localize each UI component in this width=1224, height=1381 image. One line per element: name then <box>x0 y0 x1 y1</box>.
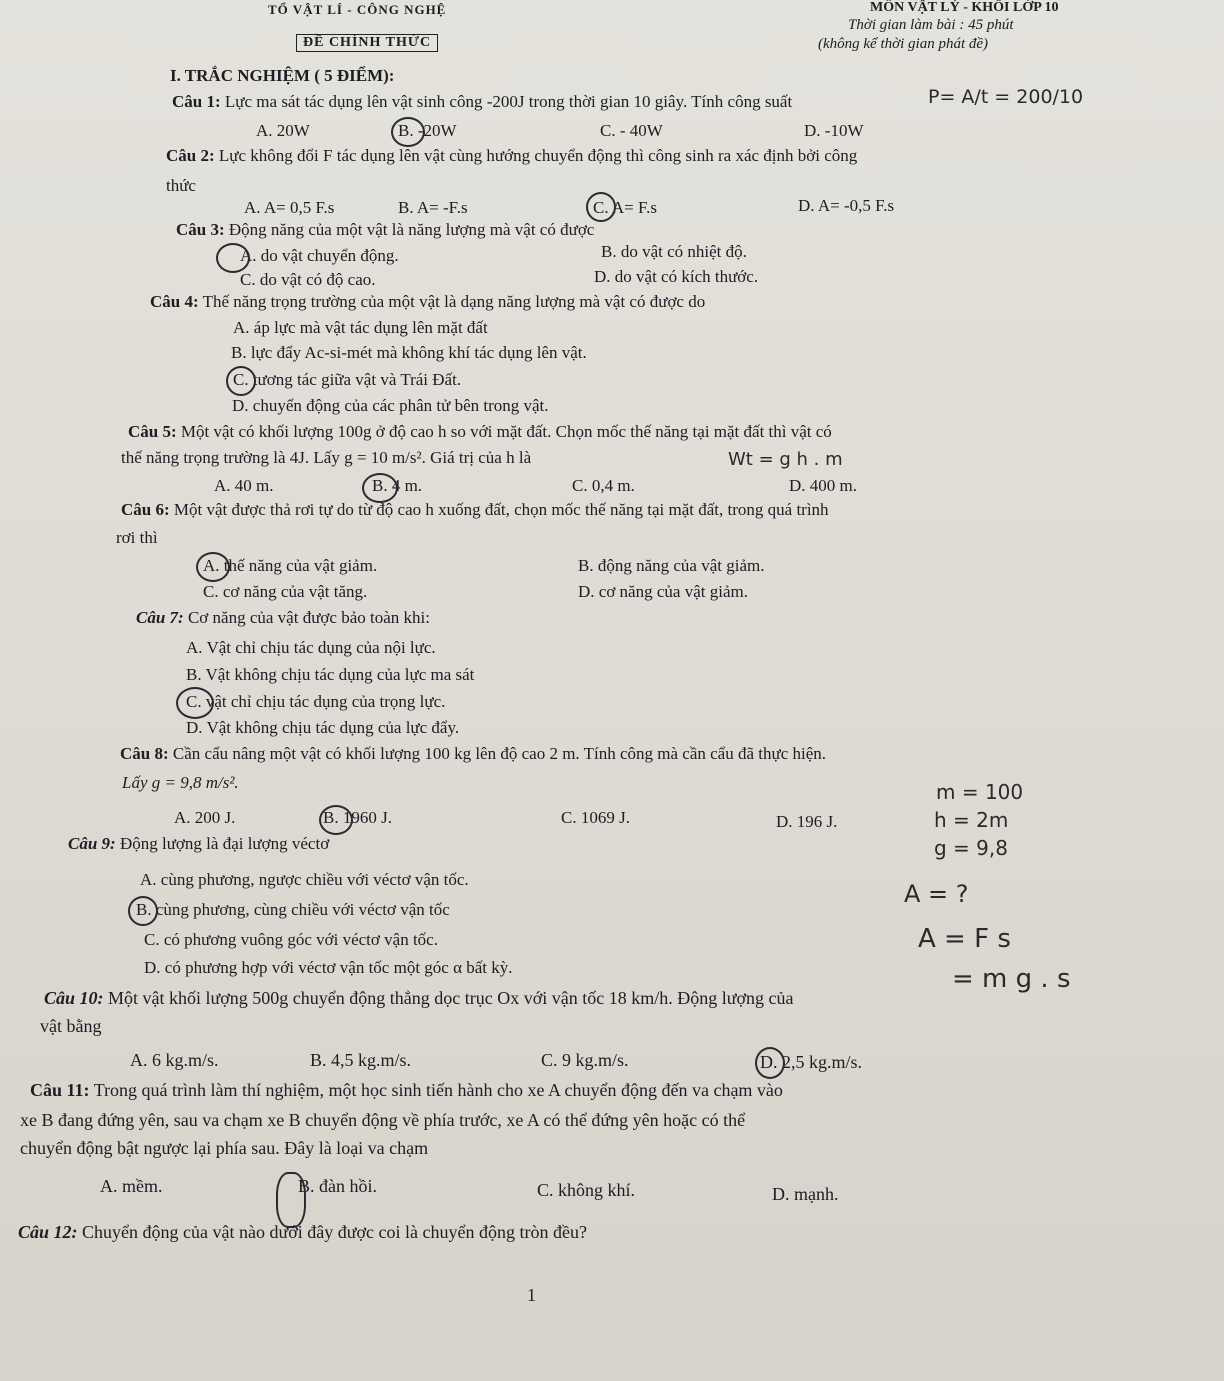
handwritten-note: = m g . s <box>952 964 1071 994</box>
handwritten-note: h = 2m <box>934 808 1009 832</box>
question-10-cont: vật bằng <box>40 1016 102 1036</box>
question-9: Câu 9: Động lượng là đại lượng véctơ <box>68 834 330 853</box>
q3-option-c: C. do vật có độ cao. <box>240 270 376 289</box>
q2-option-a: A. A= 0,5 F.s <box>244 198 335 217</box>
q5-option-d: D. 400 m. <box>789 476 857 495</box>
page-number: 1 <box>527 1285 536 1305</box>
q3-option-a: A. do vật chuyển động. <box>240 246 399 265</box>
question-8: Câu 8: Cần cẩu nâng một vật có khối lượng 100 kg lên độ cao 2 m. Tính công mà cần cẩu đã thực hiện. <box>120 744 827 763</box>
answer-mark-circle <box>362 473 398 503</box>
question-8-cont: Lấy g = 9,8 m/s². <box>122 773 239 792</box>
q5-option-a: A. 40 m. <box>214 476 274 495</box>
q5-option-c: C. 0,4 m. <box>572 476 635 495</box>
q4-option-b: B. lực đẩy Ac-si-mét mà không khí tác dụng lên vật. <box>231 343 587 362</box>
question-11-cont: xe B đang đứng yên, sau va chạm xe B chuyển động về phía trước, xe A có thể đứng yên hoặc có thể <box>20 1110 746 1130</box>
q2-option-b: B. A= -F.s <box>398 198 468 217</box>
q11-option-b: B. đàn hồi. <box>298 1176 377 1196</box>
question-2-cont: thức <box>166 176 196 195</box>
q7-option-d: D. Vật không chịu tác dụng của lực đẩy. <box>186 718 460 737</box>
q8-option-b: B. 1960 J. <box>323 808 392 827</box>
q6-option-d: D. cơ năng của vật giảm. <box>578 582 748 601</box>
answer-mark-circle <box>586 192 616 222</box>
handwritten-note: Wt = g h . m <box>728 449 843 470</box>
question-4: Câu 4: Thế năng trọng trường của một vật là dạng năng lượng mà vật có được do <box>150 292 706 311</box>
answer-mark-circle <box>276 1172 306 1228</box>
answer-mark-circle <box>319 805 353 835</box>
q8-option-a: A. 200 J. <box>174 808 236 827</box>
q11-option-c: C. không khí. <box>537 1180 636 1200</box>
question-3: Câu 3: Động năng của một vật là năng lượng mà vật có được <box>176 220 595 239</box>
answer-mark-circle <box>755 1047 785 1079</box>
handwritten-note: A = F s <box>918 924 1011 954</box>
q6-option-a: A. thế năng của vật giảm. <box>203 556 378 575</box>
handwritten-note: m = 100 <box>936 780 1024 804</box>
q4-option-c: C. tương tác giữa vật và Trái Đất. <box>233 370 462 389</box>
q11-option-d: D. mạnh. <box>772 1184 839 1204</box>
question-5-cont: thế năng trọng trường là 4J. Lấy g = 10 m/s². Giá trị của h là <box>121 448 532 467</box>
q9-option-a: A. cùng phương, ngược chiều với véctơ vận tốc. <box>140 870 469 889</box>
q10-option-b: B. 4,5 kg.m/s. <box>310 1050 412 1070</box>
answer-mark-circle <box>226 366 256 396</box>
handwritten-note: g = 9,8 <box>934 836 1008 860</box>
question-6: Câu 6: Một vật được thả rơi tự do từ độ cao h xuống đất, chọn mốc thế năng tại mặt đất, trong quá trình <box>121 500 829 519</box>
q11-option-a: A. mềm. <box>100 1176 163 1196</box>
official-stamp: ĐỀ CHÍNH THỨC <box>296 34 438 52</box>
q9-option-c: C. có phương vuông góc với véctơ vận tốc. <box>144 930 438 949</box>
q8-option-c: C. 1069 J. <box>561 808 630 827</box>
q2-option-d: D. A= -0,5 F.s <box>798 196 895 215</box>
q10-option-a: A. 6 kg.m/s. <box>130 1050 219 1070</box>
q4-option-a: A. áp lực mà vật tác dụng lên mặt đất <box>233 318 488 337</box>
q6-option-c: C. cơ năng của vật tăng. <box>203 582 368 601</box>
exam-duration: Thời gian làm bài : 45 phút <box>848 17 1014 33</box>
answer-mark-circle <box>176 687 214 719</box>
q3-option-b: B. do vật có nhiệt độ. <box>601 242 747 261</box>
q6-option-b: B. động năng của vật giảm. <box>578 556 765 575</box>
q8-option-d: D. 196 J. <box>776 812 838 831</box>
section-title: I. TRẮC NGHIỆM ( 5 ĐIỂM): <box>170 66 395 85</box>
q9-option-d: D. có phương hợp với véctơ vận tốc một góc α bất kỳ. <box>144 958 513 977</box>
q1-option-c: C. - 40W <box>600 121 663 140</box>
handwritten-note: P= A/t = 200/10 <box>928 86 1084 108</box>
answer-mark-circle <box>128 896 158 926</box>
subject-title: MÔN VẬT LÝ - KHỐI LỚP 10 <box>870 0 1059 15</box>
q5-option-b: B. 4 m. <box>372 476 423 495</box>
answer-mark-circle <box>391 117 425 147</box>
question-6-cont: rơi thì <box>116 528 158 547</box>
q4-option-d: D. chuyển động của các phân tử bên trong vật. <box>232 396 549 415</box>
q1-option-a: A. 20W <box>256 121 310 140</box>
answer-mark-circle <box>196 552 230 582</box>
answer-mark-circle <box>216 243 250 273</box>
q7-option-c: C. vật chỉ chịu tác dụng của trọng lực. <box>186 692 446 711</box>
q10-option-d: D. 2,5 kg.m/s. <box>760 1052 863 1072</box>
question-7: Câu 7: Cơ năng của vật được bảo toàn khi: <box>136 608 430 627</box>
question-11-cont2: chuyển động bật ngược lại phía sau. Đây là loại va chạm <box>20 1138 429 1158</box>
question-12: Câu 12: Chuyển động của vật nào dưới đây được coi là chuyển động tròn đều? <box>18 1222 587 1242</box>
q7-option-b: B. Vật không chịu tác dụng của lực ma sát <box>186 665 475 684</box>
department-name: TỔ VẬT LÍ - CÔNG NGHỆ <box>268 2 447 17</box>
q7-option-a: A. Vật chỉ chịu tác dụng của nội lực. <box>186 638 436 657</box>
q3-option-d: D. do vật có kích thước. <box>594 267 759 286</box>
duration-note: (không kể thời gian phát đề) <box>818 36 989 52</box>
question-11: Câu 11: Trong quá trình làm thí nghiệm, một học sinh tiến hành cho xe A chuyển động đến va chạm vào <box>30 1080 783 1100</box>
handwritten-note: A = ? <box>904 880 969 908</box>
q9-option-b: B. cùng phương, cùng chiều với véctơ vận tốc <box>136 900 450 919</box>
q2-option-c: C. A= F.s <box>593 198 657 217</box>
question-10: Câu 10: Một vật khối lượng 500g chuyển động thẳng dọc trục Ox với vận tốc 18 km/h. Động lượng của <box>44 988 794 1008</box>
q1-option-b: B. -20W <box>398 121 457 140</box>
q10-option-c: C. 9 kg.m/s. <box>541 1050 629 1070</box>
q1-option-d: D. -10W <box>804 121 864 140</box>
question-2: Câu 2: Lực không đổi F tác dụng lên vật cùng hướng chuyển động thì công sinh ra xác định bởi công <box>166 146 858 165</box>
question-1: Câu 1: Lực ma sát tác dụng lên vật sinh công -200J trong thời gian 10 giây. Tính công suất <box>172 92 793 111</box>
question-5: Câu 5: Một vật có khối lượng 100g ở độ cao h so với mặt đất. Chọn mốc thế năng tại mặt đất thì vật có <box>128 422 832 441</box>
